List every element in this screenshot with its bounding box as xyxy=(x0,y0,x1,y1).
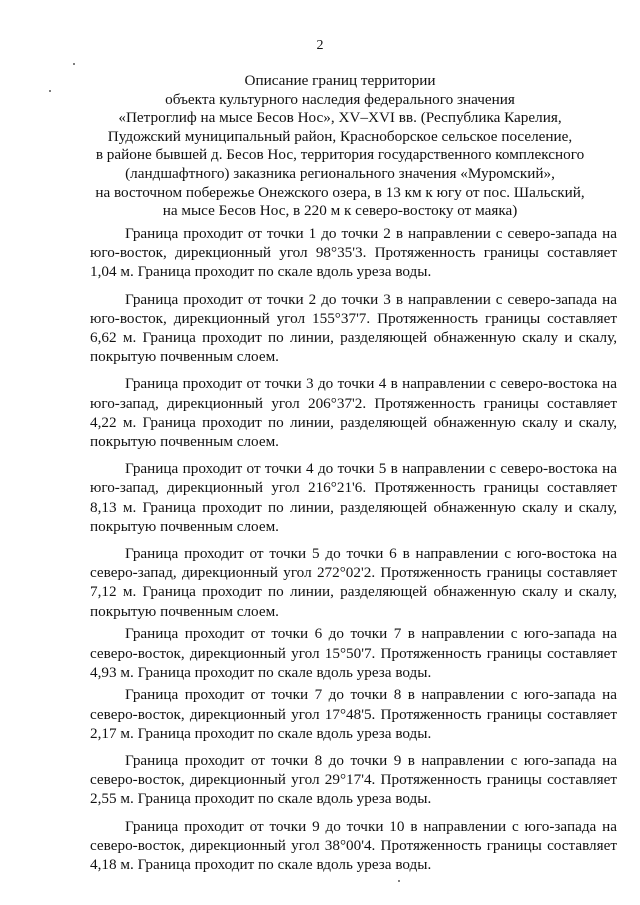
boundary-paragraph: Граница проходит от точки 3 до точки 4 в направлении с северо-востока на юго-запад, дирекционный угол 206°37'2. Протяженность границы составляет 4,22 м. Граница проходит по линии, разделяющей обнаженную скалу и скалу, покрытую почвенным слоем. xyxy=(90,375,617,451)
boundary-paragraph: Граница проходит от точки 9 до точки 10 в направлении с юго-запада на северо-восток, дирекционный угол 38°00'4. Протяженность границы составляет 4,18 м. Граница проходит по скале вдоль уреза воды. xyxy=(90,817,617,874)
scan-speck xyxy=(73,63,75,65)
title-line: на мысе Бесов Нос, в 220 м к северо-востоку от маяка) xyxy=(162,202,518,220)
title-line: Описание границ территории xyxy=(244,72,436,89)
title-line: Пудожский муниципальный район, Красноборское сельское поселение, xyxy=(107,127,573,145)
boundary-paragraph: Граница проходит от точки 4 до точки 5 в направлении с северо-востока на юго-запад, дирекционный угол 216°21'6. Протяженность границы составляет 8,13 м. Граница проходит по линии, разделяющей обнаженную скалу и скалу, покрытую почвенным слоем. xyxy=(90,460,617,535)
document-title xyxy=(60,72,620,221)
title-line: в районе бывшей д. Бесов Нос, территория государственного комплексного xyxy=(95,146,585,164)
scan-speck xyxy=(49,90,51,92)
title-line: «Петроглиф на мысе Бесов Нос», XV–XVI вв. (Республика Карелия, xyxy=(118,109,562,127)
page-number: 2 xyxy=(316,38,324,53)
boundary-paragraph: Граница проходит от точки 5 до точки 6 в направлении с юго-востока на северо-запад, дирекционный угол 272°02'2. Протяженность границы составляет 7,12 м. Граница проходит по линии, разделяющей обнаженную скалу и скалу, покрытую почвенным слоем. xyxy=(90,545,617,620)
document-body xyxy=(90,224,617,878)
boundary-paragraph: Граница проходит от точки 6 до точки 7 в направлении с юго-запада на северо-восток, дирекционный угол 15°50'7. Протяженность границы составляет 4,93 м. Граница проходит по скале вдоль уреза воды. xyxy=(90,625,617,681)
title-line: объекта культурного наследия федерального значения xyxy=(165,90,515,108)
boundary-paragraph: Граница проходит от точки 1 до точки 2 в направлении с северо-запада на юго-восток, дирекционный угол 98°35'3. Протяженность границы составляет 1,04 м. Граница проходит по скале вдоль уреза воды. xyxy=(90,225,617,281)
boundary-paragraph: Граница проходит от точки 8 до точки 9 в направлении с юго-запада на северо-восток, дирекционный угол 29°17'4. Протяженность границы составляет 2,55 м. Граница проходит по скале вдоль уреза воды. xyxy=(90,752,617,808)
boundary-paragraph: Граница проходит от точки 7 до точки 8 в направлении с юго-запада на северо-восток, дирекционный угол 17°48'5. Протяженность границы составляет 2,17 м. Граница проходит по скале вдоль уреза воды. xyxy=(90,686,617,742)
scan-speck xyxy=(398,880,400,882)
title-line: на восточном побережье Онежского озера, в 13 км к югу от пос. Шальский, xyxy=(95,183,585,201)
boundary-paragraph: Граница проходит от точки 2 до точки 3 в направлении с северо-запада на юго-восток, дирекционный угол 155°37'7. Протяженность границы составляет 6,62 м. Граница проходит по линии, разделяющей обнаженную скалу и скалу, покрытую почвенным слоем. xyxy=(90,290,617,366)
title-line: (ландшафтного) заказника регионального значения «Муромский», xyxy=(125,164,555,182)
